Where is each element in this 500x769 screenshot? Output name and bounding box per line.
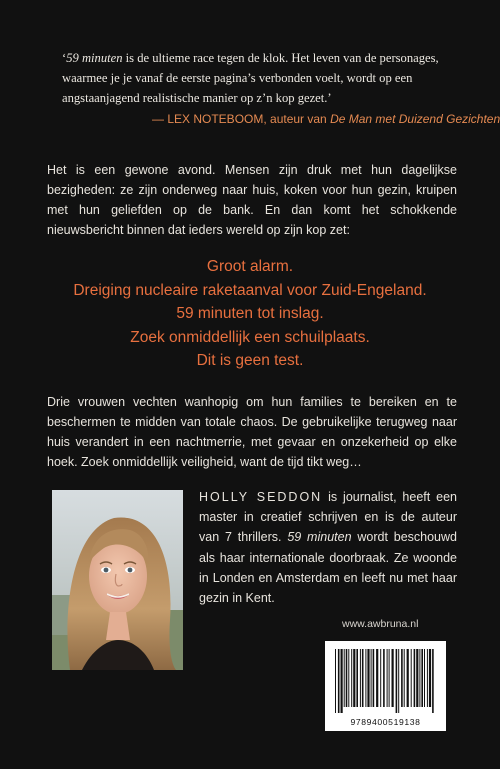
barcode-bar <box>360 649 361 707</box>
barcode <box>325 641 446 731</box>
barcode-bar <box>416 649 418 707</box>
barcode-bar <box>338 649 340 713</box>
barcode-bars <box>333 649 438 713</box>
author-photo <box>52 490 183 670</box>
quote-open: ‘ <box>62 51 67 65</box>
barcode-bar <box>365 649 366 707</box>
barcode-bar <box>427 649 428 707</box>
alarm-line: Dit is geen test. <box>196 352 304 369</box>
alarm-line: Dreiging nucleaire raketaanval voor Zuid-Engeland. <box>73 281 427 299</box>
barcode-bar <box>376 649 378 707</box>
blurb-quote <box>62 48 462 108</box>
publisher-website[interactable]: www.awbruna.nl <box>342 618 419 630</box>
alarm-line: Groot alarm. <box>206 258 294 275</box>
barcode-bar <box>341 649 343 713</box>
barcode-bar <box>404 649 405 707</box>
attribution-prefix: — LEX NOTEBOOM, auteur van <box>152 112 331 126</box>
barcode-bar <box>432 649 434 713</box>
bio-text: is journalist, heeft een master in creatief schrijven en is de auteur van 7 thrillers. <box>199 490 457 545</box>
barcode-bar <box>407 649 409 707</box>
quote-text: is de ultieme race tegen de klok. Het leven van de personages, waarmee je je vanaf de eerste pagina’s verbonden voelt, wordt op een angstaanjagend realistische manier op z’n kop gezet.’ <box>62 51 439 105</box>
alarm-line: 59 minuten tot inslag. <box>176 305 324 322</box>
barcode-bar <box>353 649 355 707</box>
barcode-bar <box>371 649 372 707</box>
barcode-bar <box>396 649 398 713</box>
alarm-message <box>0 255 500 373</box>
barcode-bar <box>419 649 420 707</box>
barcode-bar <box>411 649 412 707</box>
barcode-bar <box>351 649 352 707</box>
quote-attribution <box>152 111 500 127</box>
barcode-bar <box>367 649 369 707</box>
attribution-work: De Man met Duizend Gezichten <box>330 112 500 126</box>
barcode-bar <box>348 649 349 707</box>
author-bio <box>199 487 457 608</box>
barcode-bar <box>429 649 431 707</box>
barcode-bar <box>362 649 364 707</box>
story-paragraph: Drie vrouwen vechten wanhopig om hun families te bereiken en te beschermen te midden van totale chaos. De gebruikelijke terugweg naar huis verandert in een nachtmerrie, met gevaar en onzekerheid op elke hoek. Zoek onmiddellijk veiligheid, want de tijd tikt weg… <box>47 395 457 469</box>
barcode-bar <box>414 649 416 707</box>
isbn-number: 9789400519138 <box>350 717 421 727</box>
bio-book-title: 59 minuten <box>287 530 352 545</box>
quote-book-title: 59 minuten <box>66 51 123 65</box>
barcode-bar <box>389 649 390 707</box>
barcode-bar <box>356 649 358 707</box>
alarm-line: Zoek onmiddellijk een schuilplaats. <box>130 328 370 346</box>
barcode-bar <box>344 649 345 707</box>
barcode-bar <box>398 649 399 713</box>
barcode-bar <box>380 649 381 707</box>
barcode-bar <box>346 649 348 707</box>
barcode-bar <box>421 649 423 707</box>
bio-text: wordt beschouwd als haar internationale doorbraak. Ze woonde in Londen en Amsterdam en leeft nu met haar gezin in Kent. <box>199 530 457 606</box>
barcode-bar <box>383 649 385 707</box>
barcode-bar <box>424 649 425 707</box>
author-name: HOLLY SEDDON <box>199 490 323 504</box>
author-portrait-image <box>52 490 183 670</box>
barcode-bar <box>373 649 375 707</box>
barcode-bar <box>335 649 336 713</box>
barcode-bar <box>392 649 394 707</box>
intro-paragraph: Het is een gewone avond. Mensen zijn druk met hun dagelijkse bezigheden: ze zijn onderweg naar huis, koken voor hun gezin, kruipen met hun geliefden op de bank. En dan komt het schokkende nieuwsbericht binnen dat ieders wereld op zijn kop zet: <box>47 163 457 237</box>
barcode-bar <box>387 649 388 707</box>
barcode-bar <box>401 649 403 707</box>
